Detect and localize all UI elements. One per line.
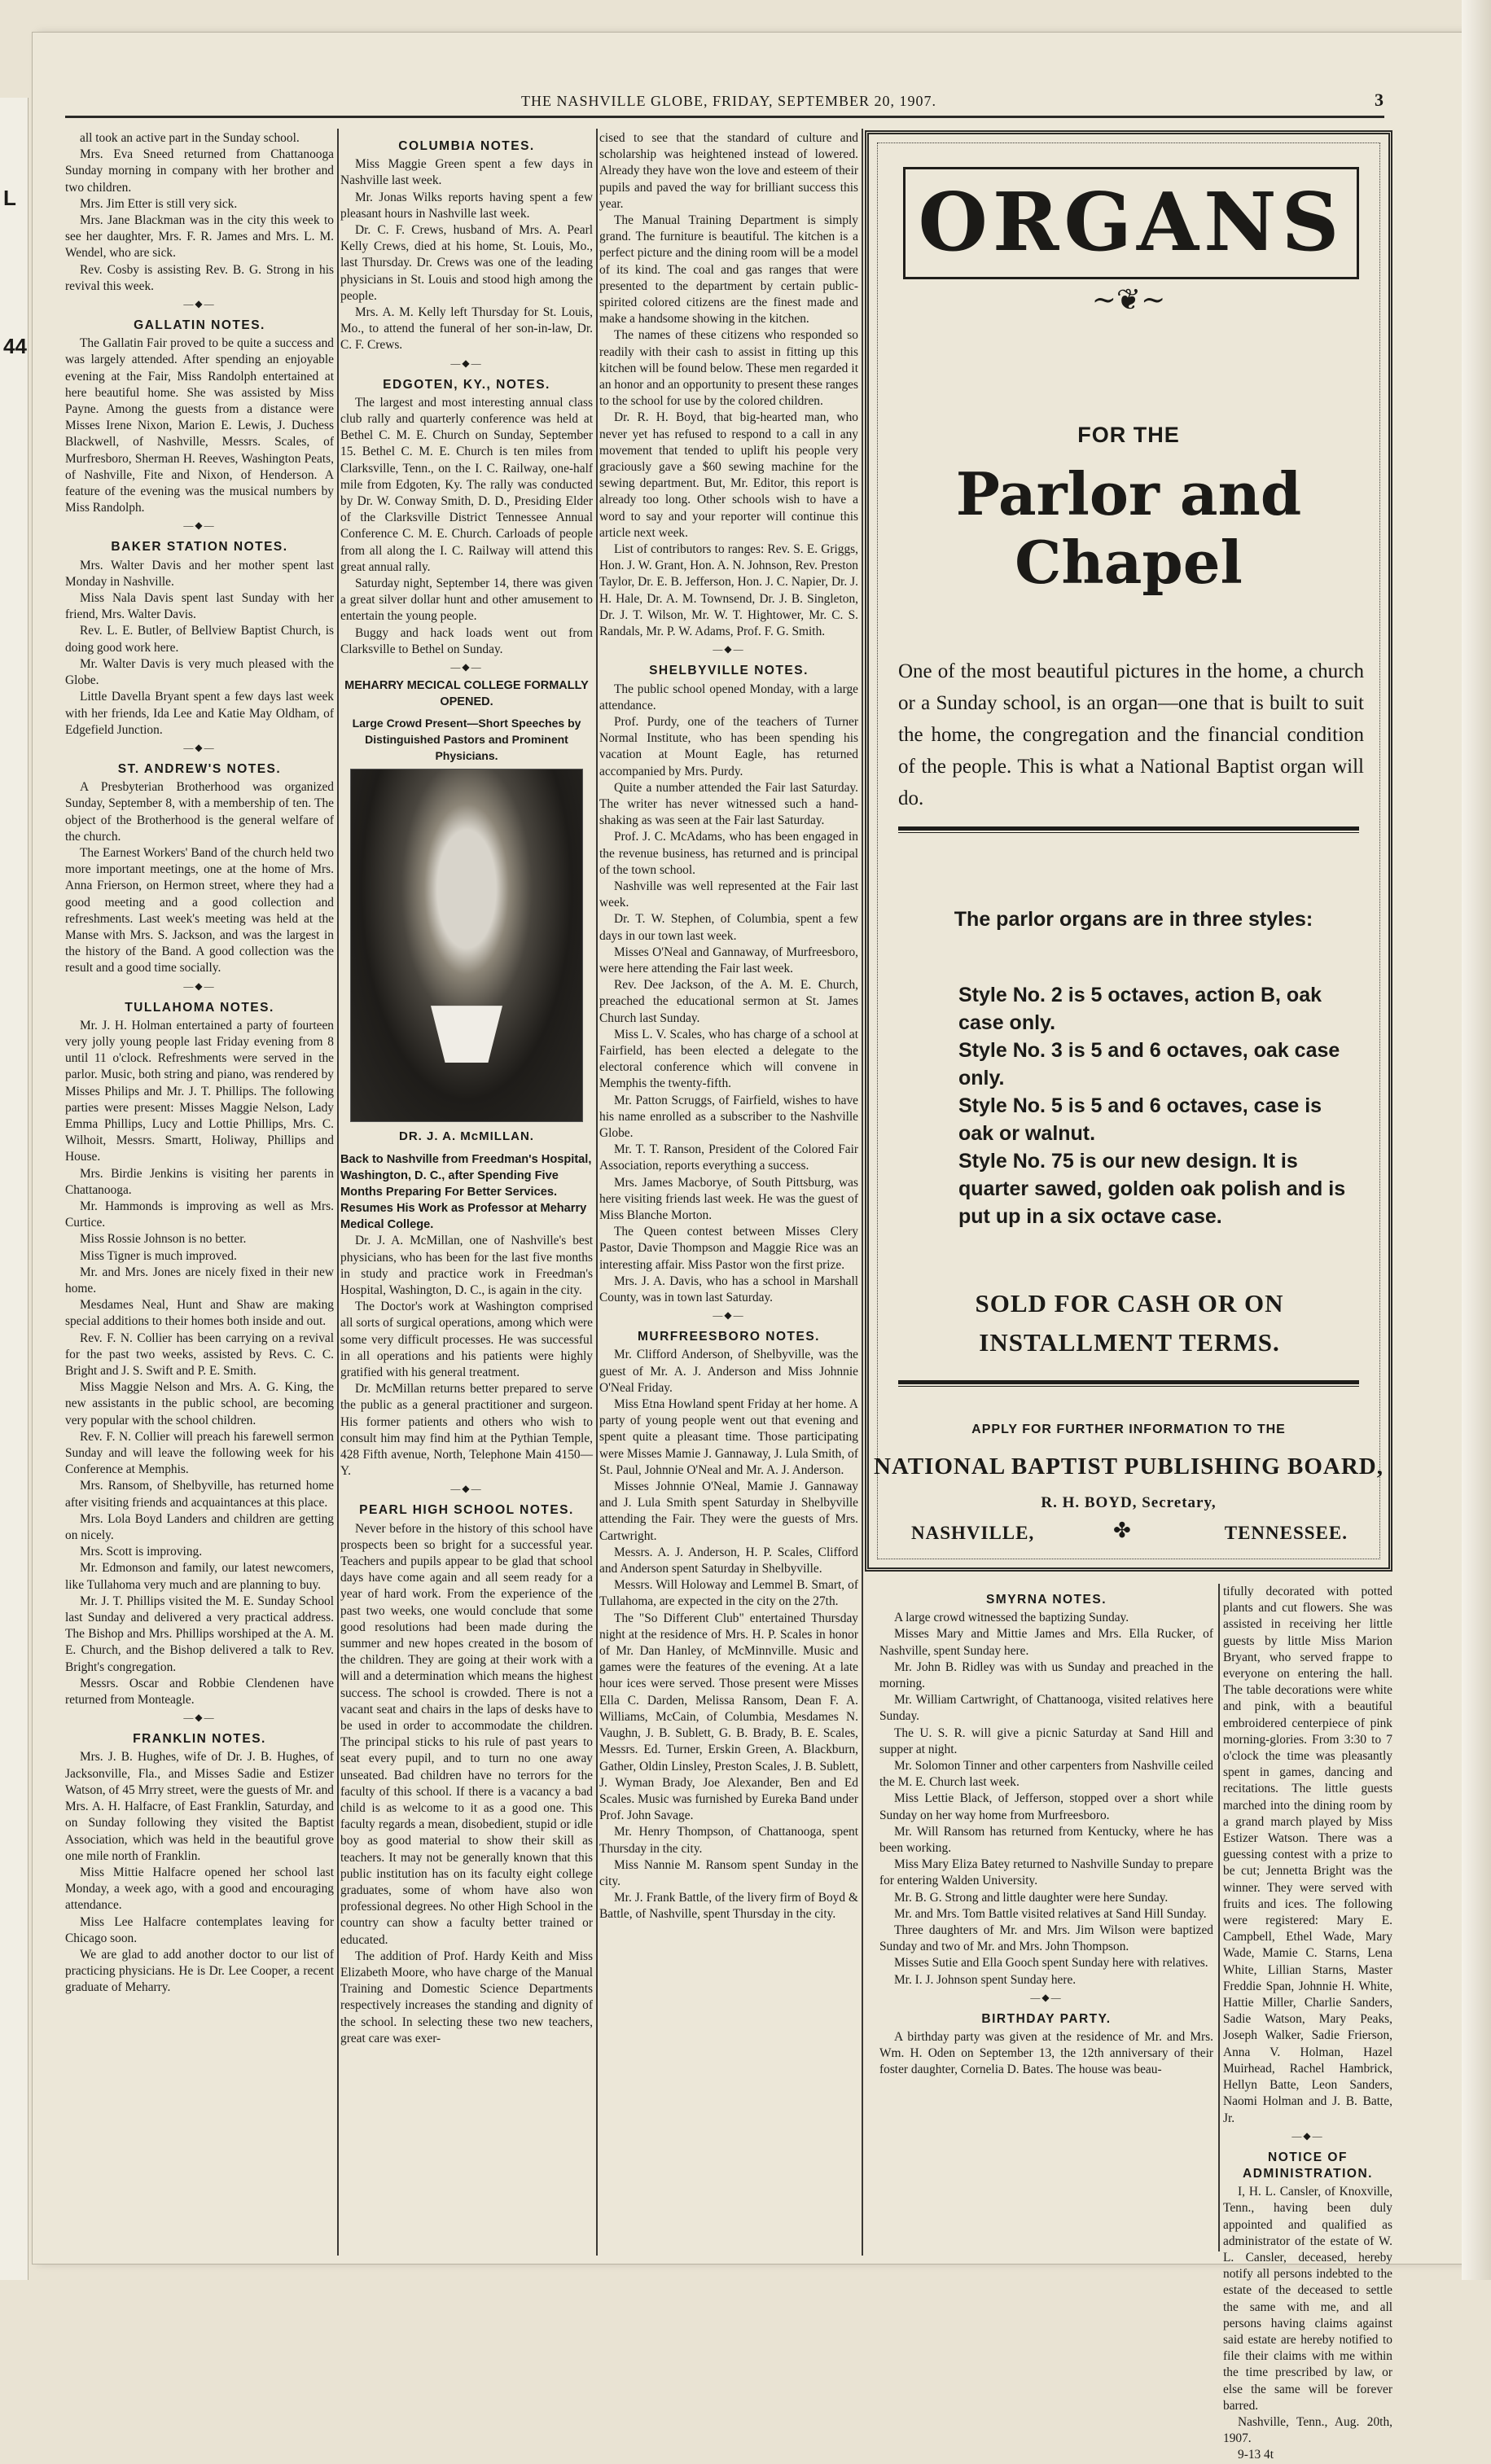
ad-apply: APPLY FOR FURTHER INFORMATION TO THE [971,1423,1286,1436]
article-paragraph: The Earnest Workers' Band of the church held two more important meetings, one at the home of Mrs. Anna Frierson, on Hermon street, where they had a good meeting and a good collection and refreshments. Last week's meeting was held at the Manse with Mrs. S. Jackson, and was the largest in the history of the Band. A good collection was the result and a good time socially. [65,845,334,976]
ad-for-the: FOR THE [1077,423,1180,447]
article-paragraph: The addition of Prof. Hardy Keith and Miss Elizabeth Moore, who have charge of the Manual Training and Domestic Science Departments respectively increases the standing and dignity of the school. In selecting these two new teachers, great care was exer- [340,1949,593,2045]
article-paragraph: Buggy and hack loads went out from Clarksville to Bethel on Sunday. [340,625,593,656]
stacked-page-edges [1462,0,1491,2280]
article-paragraph: The names of these citizens who responded so readily with their cash to assist in fitting up this kitchen will be found below. These men regarded it an honor and an opportunity to present these ranges to the school for use by the colored children. [599,328,858,409]
ad-publisher: NATIONAL BAPTIST PUBLISHING BOARD, [874,1453,1384,1480]
article-paragraph: Rev. Dee Jackson, of the A. M. E. Church, preached the educational sermon at St. James Church last Sunday. [599,978,858,1025]
column-2-notes [340,138,593,658]
article-paragraph: Mr. William Cartwright, of Chattanooga, visited relatives here Sunday. [879,1693,1213,1724]
section-heading: SMYRNA NOTES. [985,1593,1107,1607]
article-paragraph: cised to see that the standard of culture and scholarship was heightened instead of lowered. Already they have won the love and esteem of their pupils and paved the way for brilliant success this year. [599,131,858,211]
section-heading: SHELBYVILLE NOTES. [649,664,809,678]
article-paragraph: We are glad to add another doctor to our list of practicing physicians. He is Dr. Lee Cooper, a recent graduate of Meharry. [65,1947,334,1995]
article-paragraph: Mr. J. Frank Battle, of the livery firm of Boyd & Battle, of Nashville, spent Thursday in the city. [599,1891,858,1922]
article-paragraph: Quite a number attended the Fair last Saturday. The writer has never witnessed such a hand-shaking as was seen at the Fair last Saturday. [599,780,858,828]
article-paragraph: Mr. J. H. Holman entertained a party of fourteen very jolly young people last Friday evening from 8 until 11 o'clock. Refreshments were served in the parlor. Music, both string and piano, was rendered by Misses Philips and Mr. J. T. Phillips. The following parties were present: Misses Maggie Nelson, Lady Emma Phillips, Lucy and Lottie Phillips, Mrs. C. Wilhoit, Messrs. Smartt, Holiway, Phillips and House. [65,1018,334,1164]
article-paragraph: Mrs. Jane Blackman was in the city this week to see her daughter, Mrs. F. R. James and Mrs. L. M. Wendel, who are sick. [65,213,334,261]
article-paragraph: Mrs. James Macborye, of South Pittsburg, was here visiting friends last week. He was the guest of Miss Blanche Morton. [599,1175,858,1222]
article-paragraph: Misses Johnnie O'Neal, Mamie J. Gannaway and J. Lula Smith spent Saturday in Shelbyville attending the Fair. They were the guests of Mrs. Cartwright. [599,1480,858,1543]
article-paragraph: Mr. Patton Scruggs, of Fairfield, wishes to have his name enrolled as a subscriber to the Nashville Globe. [599,1093,858,1140]
article-paragraph: Mrs. A. M. Kelly left Thursday for St. Louis, Mo., to attend the funeral of her son-in-law, Dr. C. F. Crews. [340,305,593,353]
article-paragraph: The Doctor's work at Washington comprised all sorts of surgical operations, among which were some very difficult processes. He was successful in all operations and his patients were highly gratified with his general treatment. [340,1300,594,1379]
ad-sold-terms: SOLD FOR CASH OR ON INSTALLMENT TERMS. [975,1289,1284,1357]
ad-parlor-chapel [869,460,1388,597]
ad-three-styles: The parlor organs are in three styles: [954,908,1313,931]
ornament: —◆— [1291,2129,1324,2142]
caption-deck: Back to Nashville from Freedman's Hospital, Washington, D. C., after Spending Five Months Preparing For Better Services. Resumes His Work as Professor at Meharry Medical College. [340,1153,592,1232]
article-paragraph: Mrs. Lola Boyd Landers and children are getting on nicely. [65,1511,334,1543]
ad-style-item: Style No. 2 is 5 octaves, action B, oak case only. [958,984,1322,1034]
article-paragraph: tifully decorated with potted plants and cut flowers. She was assisted in receiving her little guests by little Miss Marion Bryant, who served frappe to everyone on entering the hall. The table decorations were white and pink, with a beautiful embroidered centerpiece of pink morning-glories. From 3:30 to 7 o'clock the time was pleasantly spent in games, dancing and recitations. The little guests marched into the dining room by a grand march played by Miss Estizer Watson. There was a guessing contest with a prize to be cut; Jennetta Bright was the winner. They were served with fruits and ices. The following were registered: Mary E. Campbell, Ethel Wade, Mary Wade, Mamie C. Starns, Lena White, Lillian Starns, Master Freddie Span, Johnnie H. White, Hattie Miller, Charlie Sanders, Sadie Watson, Mary Peaks, Joseph Walker, Sadie Frierson, Anna V. Holman, Hazel Muirhead, Rachel Hambrick, Hellyn Batte, Leon Sanders, Naomi Holman and J. B. Batte, Jr. [1223,1585,1392,2125]
section-heading: BIRTHDAY PARTY. [981,2011,1112,2026]
article-paragraph: Nashville was well represented at the Fair last week. [599,879,858,910]
running-header [65,88,1384,118]
ornament: —◆— [450,661,483,673]
column-3 [599,130,858,2256]
ad-star-ornament: ✤ [1113,1519,1131,1543]
article-paragraph: Dr. C. F. Crews, husband of Mrs. A. Pearl Kelly Crews, died at his home, St. Louis, Mo., last Thursday. Dr. Crews was one of the leading physicians in St. Louis and stood high among the people. [340,223,593,303]
section-heading: COLUMBIA NOTES. [398,139,535,153]
article-paragraph: Dr. McMillan returns better prepared to serve the public as a general practitioner and surgeon. His former patients and others who wish to consult him may find him at the Pythian Temple, 428 Fifth avenue, North, Telephone Main 4150—Y. [340,1382,593,1479]
article-paragraph: Prof. Purdy, one of the teachers of Turner Normal Institute, who has been spending his vacation at Mount Eagle, has returned accompanied by Mrs. Purdy. [599,714,858,778]
article-paragraph: Messrs. Will Holoway and Lemmel B. Smart, of Tullahoma, are expected in the city on the 27th. [599,1578,858,1609]
article-paragraph: Mrs. Jim Etter is still very sick. [80,196,238,211]
article-paragraph: Miss Tigner is much improved. [80,1248,237,1263]
ad-style-item: Style No. 5 is 5 and 6 octaves, case is oak or walnut. [958,1094,1322,1145]
ad-secretary: R. H. BOYD, Secretary, [1041,1494,1217,1511]
article-paragraph: Messrs. Oscar and Robbie Clendenen have returned from Monteagle. [65,1676,334,1708]
section-heading: BAKER STATION NOTES. [111,540,288,555]
article-paragraph: Miss Rossie Johnson is no better. [80,1232,247,1247]
column-rule [337,129,339,2256]
ornament: —◆— [183,1712,216,1724]
article-paragraph: Miss L. V. Scales, who has charge of a school at Fairfield, has been elected a delegate to the electoral conference which will convene in Memphis the twenty-fifth. [599,1027,858,1091]
article-paragraph: Prof. J. C. McAdams, who has been engaged in the revenue business, has returned and is principal of the town school. [599,830,858,877]
article-paragraph: Mr. Will Ransom has returned from Kentucky, where he has been working. [879,1824,1213,1856]
article-paragraph: Mesdames Neal, Hunt and Shaw are making special additions to their homes both inside and out. [65,1298,334,1329]
edge-mark: L [3,186,16,210]
article-paragraph: Dr. T. W. Stephen, of Columbia, spent a few days in our town last week. [599,912,858,943]
article-paragraph: Mr. Henry Thompson, of Chattanooga, spent Thursday in the city. [599,1825,858,1856]
article-paragraph: The "So Different Club" entertained Thursday night at the residence of Mrs. H. P. Scales in honor of Mr. Dan Hanley, of McMinnville. Music and games were the features of the evening. At a late hour ices were served. Those present were Misses Ella C. Darden, Melissa Ransom, Dean F. A. Williams, McCain, of Columbia, Mesdames N. Vaughn, J. B. Sublett, G. B. Brady, B. E. Scales, Messrs. Ed. Turner, Erskin Green, A. Blackburn, Gather, Oldin Linsley, Preston Scales, J. B. Sublett, J. Wyman Brady, Joe Alexander, Ben and Ed Scales. Music was furnished by Eureka Band under Prof. John Savage. [599,1611,858,1823]
article-paragraph: A Presbyterian Brotherhood was organized Sunday, September 8, with a membership of ten. The object of the Brotherhood is the general welfare of the church. [65,780,334,844]
column-1 [65,130,334,2256]
ad-chapel: Chapel [1015,528,1243,597]
article-paragraph: Miss Nala Davis spent last Sunday with her friend, Mrs. Walter Davis. [65,591,334,622]
article-paragraph: Mr. Edmonson and family, our latest newcomers, like Tullahoma very much and are planning to buy. [65,1561,334,1592]
header-title: THE NASHVILLE GLOBE, FRIDAY, SEPTEMBER 20, 1907. [521,93,937,109]
ad-rule [898,1380,1359,1387]
ad-city: NASHVILLE, [911,1523,1035,1543]
portrait-photo [350,769,583,1122]
article-paragraph: Mr. Jonas Wilks reports having spent a few pleasant hours in Nashville last week. [340,190,593,221]
article-paragraph: Rev. F. N. Collier has been carrying on a revival for the past two weeks, assisted by Revs. C. C. Bright and J. S. Swift and P. E. Smith. [65,1331,334,1379]
article-paragraph: Three daughters of Mr. and Mrs. Jim Wilson were baptized Sunday and two of Mr. and Mrs. John Thompson. [879,1923,1213,1954]
ad-style-item: Style No. 3 is 5 and 6 octaves, oak case only. [958,1039,1340,1090]
meharry-headline: MEHARRY MECICAL COLLEGE FORMALLY OPENED. [344,679,589,709]
column-5 [1223,1584,1392,2462]
article-paragraph: The largest and most interesting annual class club rally and quarterly conference was held at Bethel C. M. E. Church on Sunday, September 15. Bethel C. M. E. Church is ten miles from Clarksville, Tenn., on the I. C. Railway, one-half mile from Edgoten, Ky. The rally was conducted by Dr. W. Conway Smith, D. D., Presiding Elder of the Clarksville District Tennessee Annual Conference C. M. E. Church. Carloads of people from all along the I. C. Railway will attend this great annual rally. [340,395,593,574]
article-paragraph: Misses Sutie and Ella Gooch spent Sunday here with relatives. [894,1956,1208,1971]
column-rule [1218,1584,1220,2251]
article-paragraph: Rev. F. N. Collier will preach his farewell sermon Sunday and will leave the following week for his Conference at Memphis. [65,1429,334,1477]
ad-description: One of the most beautiful pictures in the home, a church or a Sunday school, is an organ—one that is built to suit the home, the congregation and the financial condition of the people. This is what a National Baptist organ will do. [898,660,1364,809]
article-paragraph: Rev. L. E. Butler, of Bellview Baptist Church, is doing good work here. [65,624,334,655]
article-paragraph: Mrs. Scott is improving. [80,1545,203,1559]
ornament: —◆— [713,1309,745,1322]
article-paragraph: The Queen contest between Misses Clery Pastor, Davie Thompson and Maggie Rice was an interesting affair. Miss Pastor won the first prize. [599,1225,858,1272]
article-paragraph: Nashville, Tenn., Aug. 20th, 1907. [1223,2414,1392,2446]
article-paragraph: Saturday night, September 14, there was given a great silver dollar hunt and other amusement to entertain the young people. [340,577,593,624]
article-paragraph: A large crowd witnessed the baptizing Sunday. [894,1611,1129,1625]
article-paragraph: Mr. and Mrs. Tom Battle visited relatives at Sand Hill Sunday. [894,1906,1207,1921]
edge-mark: 44 [3,334,27,358]
ornament: —◆— [183,298,216,310]
ornament: —◆— [183,980,216,992]
article-paragraph: The Manual Training Department is simply grand. The furniture is beautiful. The kitchen is a perfect picture and the dining room will be a model of its kind. The coal and gas ranges that were presented to the department by certain public-spirited colored citizens are the finest made and make a handsome showing in the kitchen. [599,213,858,327]
article-paragraph: The U. S. R. will give a picnic Saturday at Sand Hill and supper at night. [879,1725,1213,1756]
article-paragraph: Miss Maggie Green spent a few days in Nashville last week. [340,157,593,188]
ad-rule [898,826,1359,833]
article-paragraph: all took an active part in the Sunday school. [80,131,300,145]
column-4 [879,1584,1213,2251]
adjacent-page-edge [0,98,29,2280]
ad-style-item: Style No. 75 is our new design. It is quarter sawed, golden oak polish and is put up in a six octave case. [958,1150,1346,1228]
article-paragraph: Mr. John B. Ridley was with us Sunday and preached in the morning. [879,1659,1213,1691]
organs-advertisement [865,130,1392,1572]
article-paragraph: Mrs. Eva Sneed returned from Chattanooga Sunday morning in company with her brother and two children. [65,147,334,195]
article-paragraph: Miss Lee Halfacre contemplates leaving for Chicago soon. [65,1914,334,1945]
ornament: —◆— [713,643,745,655]
article-paragraph: Mr. Solomon Tinner and other carpenters from Nashville ceiled the M. E. Church last week. [879,1759,1213,1790]
section-heading: TULLAHOMA NOTES. [125,1000,274,1015]
article-paragraph: Mrs. Birdie Jenkins is visiting her parents in Chattanooga. [65,1166,334,1197]
article-paragraph: Mr. Walter Davis is very much pleased with the Globe. [65,656,334,688]
article-paragraph: Mr. I. J. Johnson spent Sunday here. [894,1972,1077,1987]
column-rule [862,129,863,2256]
article-paragraph: Mr. Clifford Anderson, of Shelbyville, was the guest of Mr. A. J. Anderson and Miss Johnnie O'Neal Friday. [599,1348,858,1395]
ornament: —◆— [1030,1991,1063,2003]
article-paragraph: Mr. T. T. Ranson, President of the Colored Fair Association, reports everything a success. [599,1142,858,1173]
article-paragraph: Mr. B. G. Strong and little daughter were here Sunday. [894,1890,1169,1905]
article-paragraph: Messrs. A. J. Anderson, H. P. Scales, Clifford and Anderson spent Saturday in Shelbyville. [599,1545,858,1576]
article-paragraph: Mrs. Ransom, of Shelbyville, has returned home after visiting friends and acquaintances at this place. [65,1479,334,1510]
column-rule [596,129,598,2256]
article-paragraph: Miss Mary Eliza Batey returned to Nashville Sunday to prepare for entering Walden University. [879,1857,1213,1888]
article-paragraph: Mrs. J. A. Davis, who has a school in Marshall County, was in town last Saturday. [599,1274,858,1305]
article-paragraph: The public school opened Monday, with a large attendance. [599,682,858,712]
article-paragraph: Dr. R. H. Boyd, that big-hearted man, who never yet has refused to respond to a call in any movement that tended to uplift his people very graciously gave a $60 sewing machine for the sewing department. But, Mr. Editor, this report is already too long. Other schools wish to have a word to say and your reporter will continue this article next week. [599,410,858,540]
ad-state: TENNESSEE. [1224,1523,1348,1543]
photo-caption: DR. J. A. McMILLAN. [399,1129,534,1144]
article-paragraph: Misses Mary and Mittie James and Mrs. Ella Rucker, of Nashville, spent Sunday here. [879,1627,1213,1658]
article-paragraph: Miss Etna Howland spent Friday at her home. A party of young people went out that evening and spent quite a pleasant time. Those participating were Misses Mamie J. Gannaway, J. Lula Smith, of St. Paul, Johnnie O'Neal and Mr. A. J. Anderson. [599,1397,858,1477]
section-heading: NOTICE OF ADMINISTRATION. [1243,2150,1373,2181]
article-paragraph: Little Davella Bryant spent a few days last week with her friends, Ida Lee and Katie May Oldham, of Edgefield Junction. [65,690,334,737]
article-paragraph: Mr. Hammonds is improving as well as Mrs. Curtice. [65,1199,334,1230]
article-paragraph: Mrs. Walter Davis and her mother spent last Monday in Nashville. [65,558,334,589]
article-paragraph: 9-13 4t [1238,2448,1274,2462]
article-paragraph: Mrs. J. B. Hughes, wife of Dr. J. B. Hughes, of Jacksonville, Fla., and Misses Sadie and Estizer Watson, of 45 Mrry street, were the guests of Mr. and Mrs. A. H. Halfacre, of East Franklin, Saturday, and on Sunday following they visited the Baptist Association, which was held in the beautiful grove one mile north of Franklin. [65,1750,334,1863]
ad-parlor: Parlor and [955,459,1302,528]
ornament: —◆— [183,520,216,532]
section-heading: MURFREESBORO NOTES. [638,1330,820,1344]
article-paragraph: The Gallatin Fair proved to be quite a success and was largely attended. After spending an enjoyable evening at the Fair, Miss Randolph entertained at here beautiful home. She was assisted by Miss Payne. Among the guests from a distance were Misses Irene Nixon, Marion E. Lewis, J. Duchess Blackwell, of Nashville, Messrs. Scales, of Murfresboro, Sherman H. Reeves, Washington Peats, of Nashville, Fite and Nixon, of Henderson. A feature of the evening was the musical numbers by Miss Randolph. [65,336,334,515]
ornament: —◆— [450,357,483,369]
article-paragraph: List of contributors to ranges: Rev. S. E. Griggs, Hon. J. W. Grant, Hon. A. N. Johnson, Rev. Preston Taylor, Dr. E. B. Jefferson, Hon. J. C. Napier, Dr. J. H. Hale, Dr. A. M. Townsend, Dr. J. B. Singleton, Dr. J. T. Wilson, Mr. W. T. Hightower, Mr. C. S. Randals, Mr. P. W. Adams, Prof. F. G. Smith. [599,542,858,639]
column-2 [340,130,593,2256]
meharry-deck: Large Crowd Present—Short Speeches by Distinguished Pastors and Prominent Physicians. [352,717,581,763]
article-paragraph: Miss Maggie Nelson and Mrs. A. G. King, the new assistants in the public school, are becoming very popular with the school children. [65,1380,334,1427]
section-heading: FRANKLIN NOTES. [133,1732,266,1747]
page-number: 3 [1375,90,1384,110]
section-heading: GALLATIN NOTES. [134,318,265,333]
ornament: —◆— [450,1483,483,1495]
article-paragraph: A birthday party was given at the residence of Mr. and Mrs. Wm. H. Oden on September 13, the 12th anniversary of their foster daughter, Cornelia D. Bates. The house was beau- [879,2030,1213,2077]
section-heading: ST. ANDREW'S NOTES. [117,761,282,776]
article-paragraph: Miss Lettie Black, of Jefferson, stopped over a short while Sunday on her way home from Murfreesboro. [879,1791,1213,1822]
section-heading: PEARL HIGH SCHOOL NOTES. [359,1503,574,1518]
article-paragraph: I, H. L. Cansler, of Knoxville, Tenn., having been duly appointed and qualified as administrator of the estate of W. L. Cansler, deceased, hereby notify all persons indebted to the estate of the deceased to settle the same with me, and all persons having claims against said estate are hereby notified to file their claims with me within the time prescribed by law, or else the same will be forever barred. [1223,2185,1392,2413]
article-paragraph: Miss Mittie Halfacre opened her school last Monday, a week ago, with a good and encouraging attendance. [65,1865,334,1913]
article-paragraph: Mr. and Mrs. Jones are nicely fixed in their new home. [65,1265,334,1296]
article-paragraph: Never before in the history of this school have prospects been so bright for a successful year. Teachers and pupils appear to be glad that school days have come again and all seem ready for a year of hard work. From the experience of the past two weeks, one would conclude that some good resolutions had been made during the summer and new hopes created in the bosom of the children. They are going at their work with a will and a determination which means the highest success. The school is crowded. There is not a vacant seat and chairs in the laps of desks have to be used in order to accommodate the children. The principal sticks to his rule of past years to seat every pupil, and to turn no one away unseated. Bad children have no terrors for the faculty of this school. If there is a vacancy a bad child is as welcome to it as a good one. This faculty regards a mean, disobedient, stupid or idle boy as good material to show their skill as teachers. It may not be generally known that this public institution has on its faculty eight college graduates, some of whom have also won professional degrees. No other High School in the country can show a faculty better trained or educated. [340,1521,593,1947]
article-paragraph: Dr. J. A. McMillan, one of Nashville's best physicians, who has been for the last five months in study and practice work in Freedman's Hospital, Washington, D. C., is again in the city. [340,1234,593,1297]
ornament: —◆— [183,741,216,753]
flourish-ornament: ~❦~ [1091,283,1166,317]
article-paragraph: Rev. Cosby is assisting Rev. B. G. Strong in his revival this week. [65,262,334,293]
article-paragraph: Misses O'Neal and Gannaway, of Murfreesboro, were here attending the Fair last week. [599,945,858,976]
article-paragraph: Miss Nannie M. Ransom spent Sunday in the city. [599,1857,858,1888]
article-paragraph: Mr. J. T. Phillips visited the M. E. Sunday School last Sunday and delivered a very practical address. The Bishop and Mrs. Phillips worshiped at the A. M. E. Church, and the Bishop delivered a talk to Rev. Bright's congregation. [65,1594,334,1674]
section-heading: EDGOTEN, KY., NOTES. [383,377,550,392]
ad-title: ORGANS [903,167,1359,279]
